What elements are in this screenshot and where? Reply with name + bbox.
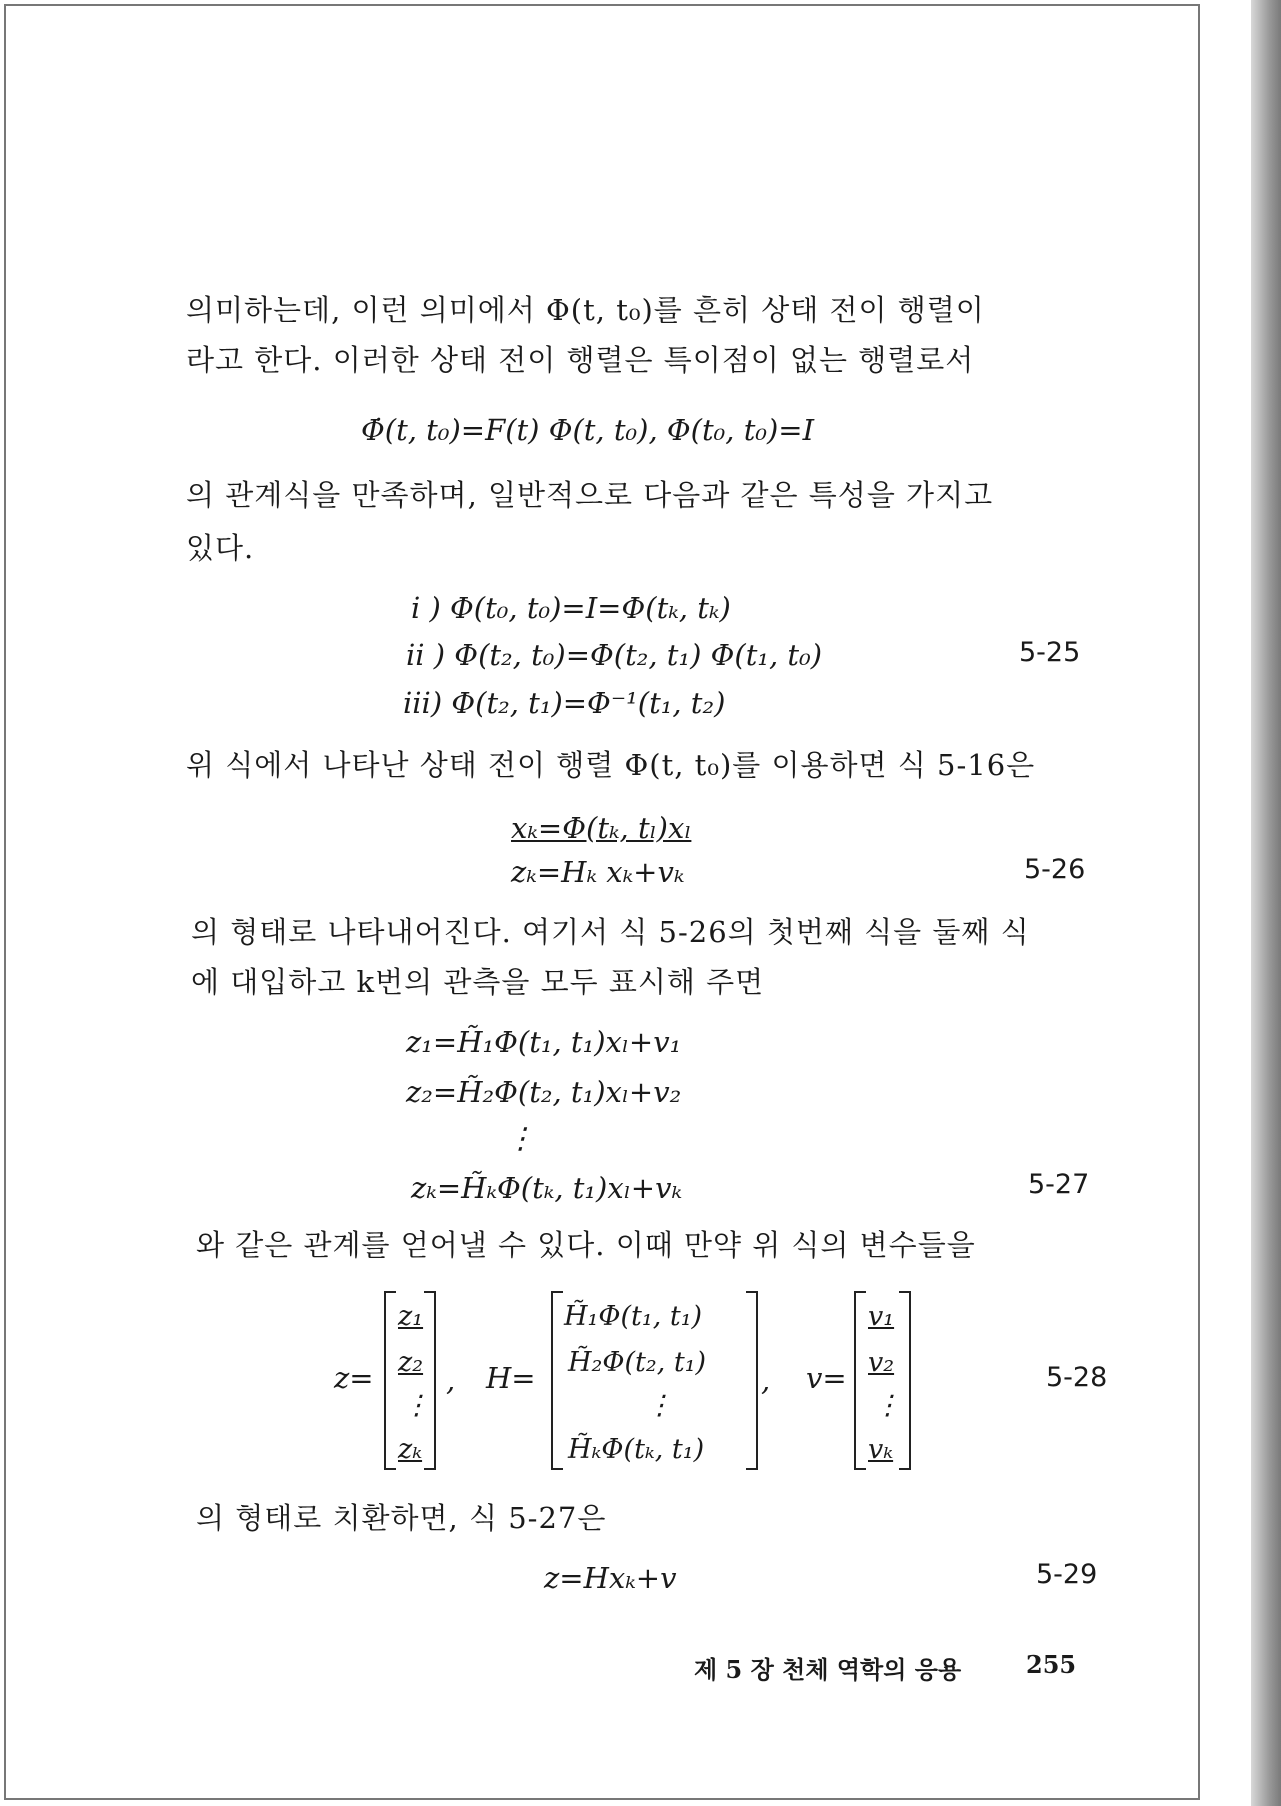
v-cell: v₁ [868, 1301, 895, 1332]
text-line: 의 형태로 치환하면, 식 5-27은 [196, 1501, 607, 1535]
page-edge-shadow [1251, 0, 1281, 1806]
equation-5-29: z=Hxₖ+v [544, 1561, 677, 1595]
equation-state-transition-derivative: Φ̇(t, t₀)=F(t) Φ(t, t₀), Φ(t₀, t₀)=I [361, 413, 815, 447]
h-cell: H̃₁Φ(t₁, t₁) [564, 1301, 703, 1332]
comma: , [446, 1363, 456, 1397]
h-cell: H̃₂Φ(t₂, t₁) [568, 1347, 707, 1378]
v-label: v= [806, 1361, 847, 1395]
equation-number: 5-25 [1019, 637, 1081, 668]
v-cell: vₖ [868, 1434, 894, 1465]
equation-5-27-row1: z₁=H̃₁Φ(t₁, t₁)xₗ+v₁ [406, 1025, 682, 1059]
text-line: 의 형태로 나타내어진다. 여기서 식 5-26의 첫번째 식을 둘째 식 [191, 915, 1030, 949]
equation-number: 5-27 [1028, 1169, 1090, 1200]
equation-5-27-row2: z₂=H̃₂Φ(t₂, t₁)xₗ+v₂ [406, 1075, 682, 1109]
equation-5-26a: xₖ=Φ(tₖ, tₗ)xₗ [511, 811, 692, 845]
text-line: 의 관계식을 만족하며, 일반적으로 다음과 같은 특성을 가지고 [186, 478, 994, 512]
equation-number: 5-28 [1046, 1362, 1108, 1393]
h-cell: H̃ₖΦ(tₖ, t₁) [568, 1434, 705, 1465]
left-bracket [384, 1291, 396, 1470]
z-cell: ⋮ [403, 1390, 430, 1421]
text-line: 라고 한다. 이러한 상태 전이 행렬은 특이점이 없는 행렬로서 [186, 343, 975, 377]
right-bracket [899, 1291, 911, 1470]
left-bracket [854, 1291, 866, 1470]
h-cell: ⋮ [646, 1390, 673, 1421]
equation-number: 5-29 [1036, 1559, 1098, 1590]
property-iii: iii) Φ(t₂, t₁)=Φ⁻¹(t₁, t₂) [403, 686, 726, 720]
v-cell: ⋮ [874, 1390, 901, 1421]
footer-chapter-title: 제 5 장 천체 역학의 응용 [694, 1655, 962, 1684]
right-bracket [424, 1291, 436, 1470]
equation-5-27-dots: ⋮ [506, 1121, 535, 1155]
property-i: i ) Φ(t₀, t₀)=I=Φ(tₖ, tₖ) [411, 591, 731, 625]
v-cell: v₂ [868, 1347, 895, 1378]
text-line: 위 식에서 나타난 상태 전이 행렬 Φ(t, t₀)를 이용하면 식 5-16은 [186, 748, 1036, 782]
text-line: 에 대입하고 k번의 관측을 모두 표시해 주면 [191, 965, 765, 999]
equation-5-26b: zₖ=Hₖ xₖ+vₖ [511, 855, 685, 889]
book-page [4, 4, 1200, 1800]
comma: , [761, 1363, 771, 1397]
right-bracket [746, 1291, 758, 1470]
page-number: 255 [1026, 1650, 1077, 1679]
property-ii: ii ) Φ(t₂, t₀)=Φ(t₂, t₁) Φ(t₁, t₀) [406, 638, 823, 672]
left-bracket [551, 1291, 563, 1470]
z-label: z= [334, 1361, 374, 1395]
z-cell: z₁ [398, 1301, 424, 1332]
z-cell: zₖ [398, 1434, 423, 1465]
text-line: 의미하는데, 이런 의미에서 Φ(t, t₀)를 흔히 상태 전이 행렬이 [186, 293, 985, 327]
text-line: 있다. [186, 531, 255, 565]
h-label: H= [486, 1361, 536, 1395]
z-cell: z₂ [398, 1347, 424, 1378]
equation-5-27-rowk: zₖ=H̃ₖΦ(tₖ, t₁)xₗ+vₖ [411, 1171, 683, 1205]
text-line: 와 같은 관계를 얻어낼 수 있다. 이때 만약 위 식의 변수들을 [196, 1228, 976, 1262]
equation-number: 5-26 [1024, 854, 1086, 885]
